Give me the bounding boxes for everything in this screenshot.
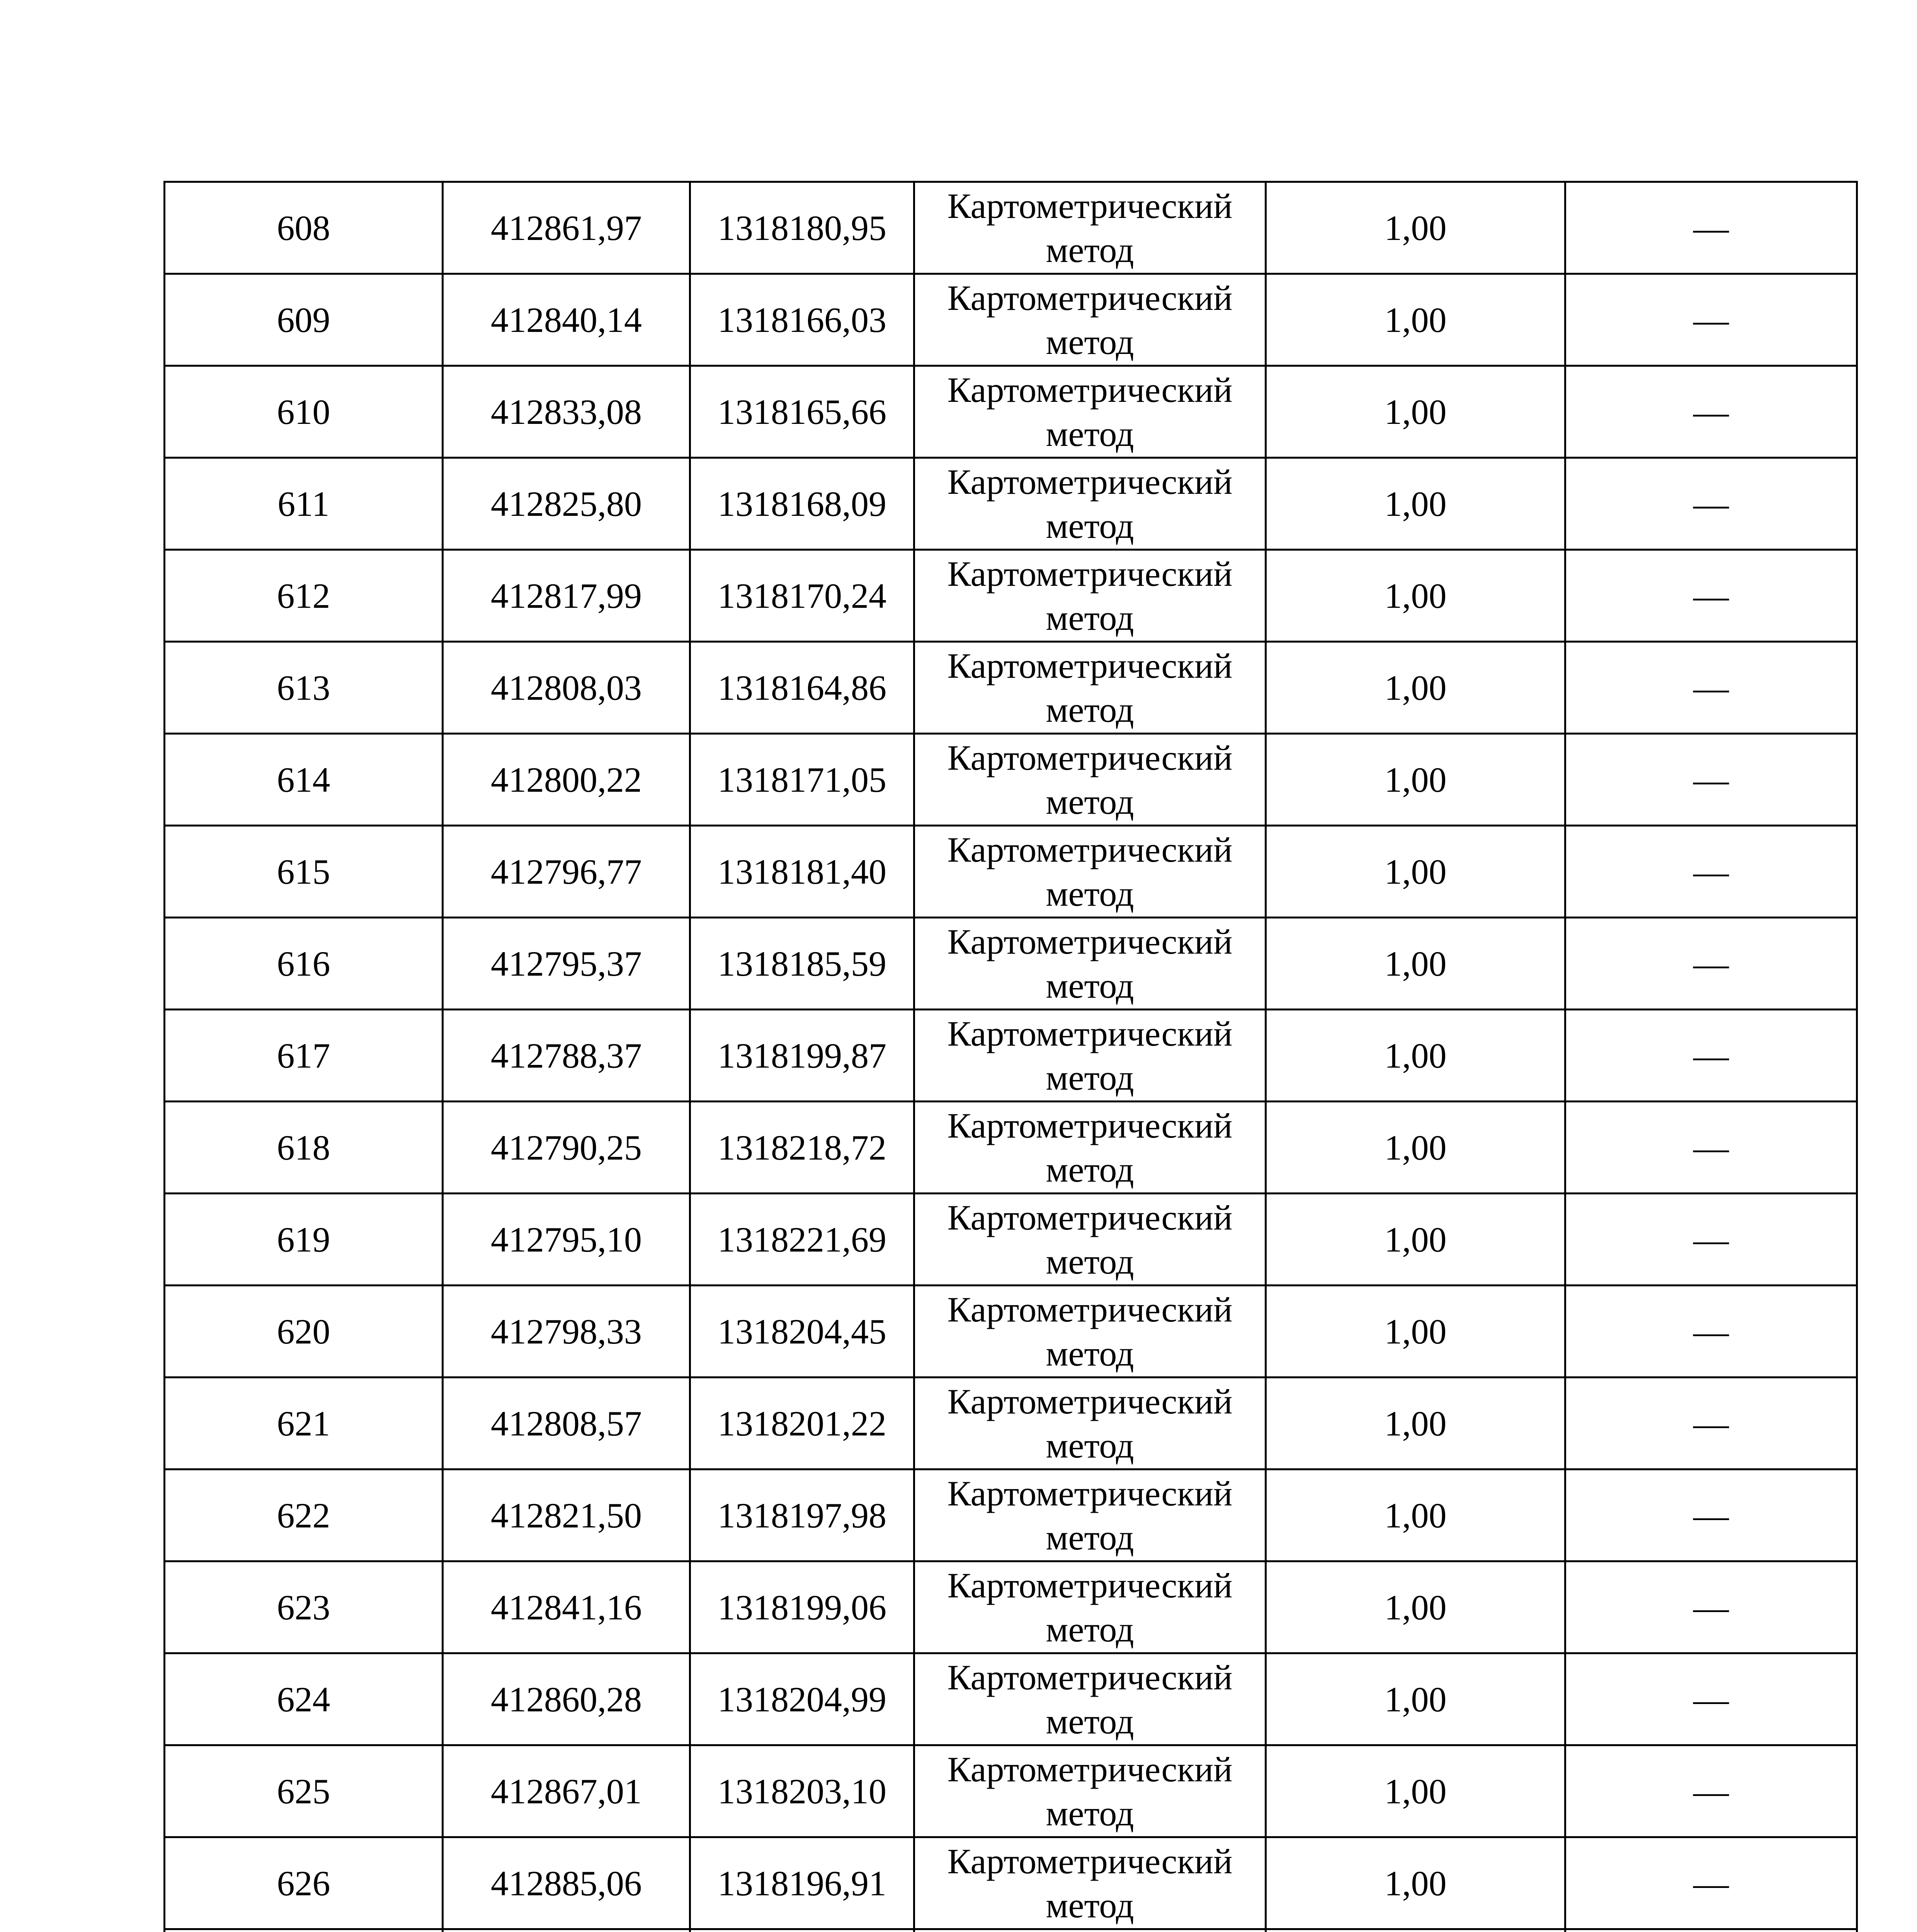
y-coordinate-cell: 1318168,09 — [690, 458, 914, 550]
point-number-cell: 611 — [165, 458, 443, 550]
method-cell — [914, 1286, 1266, 1378]
accuracy-cell: 1,00 — [1266, 274, 1565, 366]
table-row — [165, 734, 1857, 826]
x-coordinate-cell: 412885,06 — [443, 1837, 690, 1929]
y-coordinate-cell: 1318201,22 — [690, 1378, 914, 1469]
method-cell — [914, 366, 1266, 458]
description-cell: — — [1565, 1194, 1857, 1286]
method-line-2: метод — [1046, 966, 1134, 1005]
accuracy-cell: 1,00 — [1266, 550, 1565, 642]
table-row — [165, 1102, 1857, 1194]
method-line-2: метод — [1046, 598, 1134, 638]
y-coordinate-cell: 1318165,66 — [690, 366, 914, 458]
table-row — [165, 826, 1857, 918]
method-line-2: метод — [1046, 1517, 1134, 1557]
point-number-cell: 617 — [165, 1010, 443, 1102]
point-number-cell: 626 — [165, 1837, 443, 1929]
method-cell — [914, 1653, 1266, 1745]
method-line-2: метод — [1046, 230, 1134, 270]
method-cell — [914, 1469, 1266, 1561]
point-number-cell: 620 — [165, 1286, 443, 1378]
method-line-1: Картометрический — [947, 186, 1233, 226]
accuracy-cell: 1,00 — [1266, 642, 1565, 734]
point-number-cell: 625 — [165, 1745, 443, 1837]
method-line-1: Картометрический — [947, 1381, 1233, 1421]
description-cell: — — [1565, 1561, 1857, 1653]
x-coordinate-cell: 412788,37 — [443, 1010, 690, 1102]
accuracy-cell: 1,00 — [1266, 1469, 1565, 1561]
method-cell — [914, 182, 1266, 274]
x-coordinate-cell: 412790,25 — [443, 1102, 690, 1194]
description-cell: — — [1565, 826, 1857, 918]
method-line-2: метод — [1046, 1701, 1134, 1741]
description-cell: — — [1565, 1286, 1857, 1378]
method-cell — [914, 734, 1266, 826]
method-line-1: Картометрический — [947, 1473, 1233, 1513]
method-line-1: Картометрический — [947, 1841, 1233, 1881]
method-cell — [914, 642, 1266, 734]
method-line-1: Картометрический — [947, 462, 1233, 502]
description-cell: — — [1565, 734, 1857, 826]
x-coordinate-cell: 412808,03 — [443, 642, 690, 734]
x-coordinate-cell: 412841,16 — [443, 1561, 690, 1653]
point-number-cell: 615 — [165, 826, 443, 918]
accuracy-cell: 1,00 — [1266, 918, 1565, 1010]
description-cell — [1565, 1929, 1857, 1932]
accuracy-cell: 1,00 — [1266, 1102, 1565, 1194]
y-coordinate-cell: 1318185,59 — [690, 918, 914, 1010]
point-number-cell: 613 — [165, 642, 443, 734]
method-line-2: метод — [1046, 322, 1134, 362]
point-number-cell: 618 — [165, 1102, 443, 1194]
method-line-2: метод — [1046, 690, 1134, 730]
table-row — [165, 1561, 1857, 1653]
method-cell — [914, 1010, 1266, 1102]
description-cell: — — [1565, 1837, 1857, 1929]
accuracy-cell: 1,00 — [1266, 1653, 1565, 1745]
y-coordinate-cell — [690, 1929, 914, 1932]
table-body — [165, 182, 1857, 1932]
x-coordinate-cell: 412808,57 — [443, 1378, 690, 1469]
method-line-1: Картометрический — [947, 554, 1233, 594]
table-row — [165, 458, 1857, 550]
point-number-cell: 608 — [165, 182, 443, 274]
table-row — [165, 1194, 1857, 1286]
method-cell — [914, 1194, 1266, 1286]
method-line-2: метод — [1046, 1058, 1134, 1097]
method-cell — [914, 918, 1266, 1010]
description-cell: — — [1565, 366, 1857, 458]
point-number-cell: 616 — [165, 918, 443, 1010]
accuracy-cell: 1,00 — [1266, 1194, 1565, 1286]
description-cell: — — [1565, 458, 1857, 550]
accuracy-cell: 1,00 — [1266, 1010, 1565, 1102]
method-line-2: метод — [1046, 1885, 1134, 1925]
point-number-cell: 621 — [165, 1378, 443, 1469]
method-cell — [914, 1561, 1266, 1653]
description-cell: — — [1565, 1469, 1857, 1561]
method-line-1: Картометрический — [947, 922, 1233, 961]
method-line-2: метод — [1046, 1150, 1134, 1189]
y-coordinate-cell: 1318180,95 — [690, 182, 914, 274]
accuracy-cell: 1,00 — [1266, 458, 1565, 550]
y-coordinate-cell: 1318199,06 — [690, 1561, 914, 1653]
description-cell: — — [1565, 1102, 1857, 1194]
method-line-1: Картометрический — [947, 646, 1233, 685]
accuracy-cell: 1,00 — [1266, 366, 1565, 458]
method-line-1: Картометрический — [947, 830, 1233, 869]
method-cell — [914, 274, 1266, 366]
x-coordinate-cell — [443, 1929, 690, 1932]
description-cell: — — [1565, 918, 1857, 1010]
accuracy-cell: 1,00 — [1266, 1378, 1565, 1469]
table-row — [165, 642, 1857, 734]
method-line-1: Картометрический — [947, 1565, 1233, 1605]
point-number-cell: 612 — [165, 550, 443, 642]
table-row — [165, 1929, 1857, 1932]
method-line-1: Картометрический — [947, 1105, 1233, 1145]
method-line-2: метод — [1046, 506, 1134, 546]
method-line-2: метод — [1046, 874, 1134, 913]
y-coordinate-cell: 1318171,05 — [690, 734, 914, 826]
table-row — [165, 1837, 1857, 1929]
method-cell — [914, 826, 1266, 918]
y-coordinate-cell: 1318199,87 — [690, 1010, 914, 1102]
accuracy-cell — [1266, 1929, 1565, 1932]
x-coordinate-cell: 412795,10 — [443, 1194, 690, 1286]
coordinates-table — [163, 181, 1858, 1932]
table-row — [165, 1010, 1857, 1102]
method-cell — [914, 1102, 1266, 1194]
method-line-1: Картометрический — [947, 738, 1233, 777]
accuracy-cell: 1,00 — [1266, 734, 1565, 826]
x-coordinate-cell: 412795,37 — [443, 918, 690, 1010]
accuracy-cell: 1,00 — [1266, 1286, 1565, 1378]
method-line-2: метод — [1046, 1425, 1134, 1465]
table-row — [165, 1286, 1857, 1378]
x-coordinate-cell: 412817,99 — [443, 550, 690, 642]
x-coordinate-cell: 412833,08 — [443, 366, 690, 458]
table-row — [165, 274, 1857, 366]
method-cell — [914, 458, 1266, 550]
point-number-cell: 614 — [165, 734, 443, 826]
x-coordinate-cell: 412861,97 — [443, 182, 690, 274]
y-coordinate-cell: 1318221,69 — [690, 1194, 914, 1286]
y-coordinate-cell: 1318196,91 — [690, 1837, 914, 1929]
description-cell: — — [1565, 182, 1857, 274]
accuracy-cell: 1,00 — [1266, 826, 1565, 918]
description-cell: — — [1565, 642, 1857, 734]
method-line-1: Картометрический — [947, 1657, 1233, 1697]
point-number-cell: 624 — [165, 1653, 443, 1745]
method-line-1: Картометрический — [947, 1014, 1233, 1053]
method-cell — [914, 550, 1266, 642]
x-coordinate-cell: 412825,80 — [443, 458, 690, 550]
table-row — [165, 1378, 1857, 1469]
method-line-1: Картометрический — [947, 278, 1233, 318]
accuracy-cell: 1,00 — [1266, 1745, 1565, 1837]
table-row — [165, 1653, 1857, 1745]
x-coordinate-cell: 412840,14 — [443, 274, 690, 366]
x-coordinate-cell: 412800,22 — [443, 734, 690, 826]
method-line-1: Картометрический — [947, 1749, 1233, 1789]
method-line-2: метод — [1046, 1333, 1134, 1373]
y-coordinate-cell: 1318204,99 — [690, 1653, 914, 1745]
method-cell — [914, 1837, 1266, 1929]
description-cell: — — [1565, 274, 1857, 366]
description-cell: — — [1565, 1010, 1857, 1102]
method-line-2: метод — [1046, 782, 1134, 821]
x-coordinate-cell: 412796,77 — [443, 826, 690, 918]
table-row — [165, 1745, 1857, 1837]
method-line-2: метод — [1046, 1793, 1134, 1833]
method-line-2: метод — [1046, 1609, 1134, 1649]
point-number-cell: 609 — [165, 274, 443, 366]
table-row — [165, 182, 1857, 274]
method-line-1: Картометрический — [947, 1197, 1233, 1237]
point-number-cell: 622 — [165, 1469, 443, 1561]
point-number-cell: 610 — [165, 366, 443, 458]
accuracy-cell: 1,00 — [1266, 1561, 1565, 1653]
x-coordinate-cell: 412821,50 — [443, 1469, 690, 1561]
method-cell — [914, 1745, 1266, 1837]
y-coordinate-cell: 1318170,24 — [690, 550, 914, 642]
accuracy-cell: 1,00 — [1266, 182, 1565, 274]
y-coordinate-cell: 1318181,40 — [690, 826, 914, 918]
y-coordinate-cell: 1318164,86 — [690, 642, 914, 734]
point-number-cell: 623 — [165, 1561, 443, 1653]
table-row — [165, 1469, 1857, 1561]
method-line-1: Картометрический — [947, 1289, 1233, 1329]
point-number-cell: 619 — [165, 1194, 443, 1286]
method-line-1: Картометрический — [947, 370, 1233, 410]
method-line-2: метод — [1046, 414, 1134, 454]
x-coordinate-cell: 412860,28 — [443, 1653, 690, 1745]
description-cell: — — [1565, 1653, 1857, 1745]
x-coordinate-cell: 412798,33 — [443, 1286, 690, 1378]
method-cell — [914, 1929, 1266, 1932]
y-coordinate-cell: 1318197,98 — [690, 1469, 914, 1561]
description-cell: — — [1565, 1378, 1857, 1469]
x-coordinate-cell: 412867,01 — [443, 1745, 690, 1837]
point-number-cell — [165, 1929, 443, 1932]
y-coordinate-cell: 1318204,45 — [690, 1286, 914, 1378]
method-line-2: метод — [1046, 1242, 1134, 1281]
table-row — [165, 918, 1857, 1010]
y-coordinate-cell: 1318166,03 — [690, 274, 914, 366]
accuracy-cell: 1,00 — [1266, 1837, 1565, 1929]
method-cell — [914, 1378, 1266, 1469]
table-row — [165, 366, 1857, 458]
description-cell: — — [1565, 1745, 1857, 1837]
description-cell: — — [1565, 550, 1857, 642]
y-coordinate-cell: 1318203,10 — [690, 1745, 914, 1837]
table-row — [165, 550, 1857, 642]
y-coordinate-cell: 1318218,72 — [690, 1102, 914, 1194]
